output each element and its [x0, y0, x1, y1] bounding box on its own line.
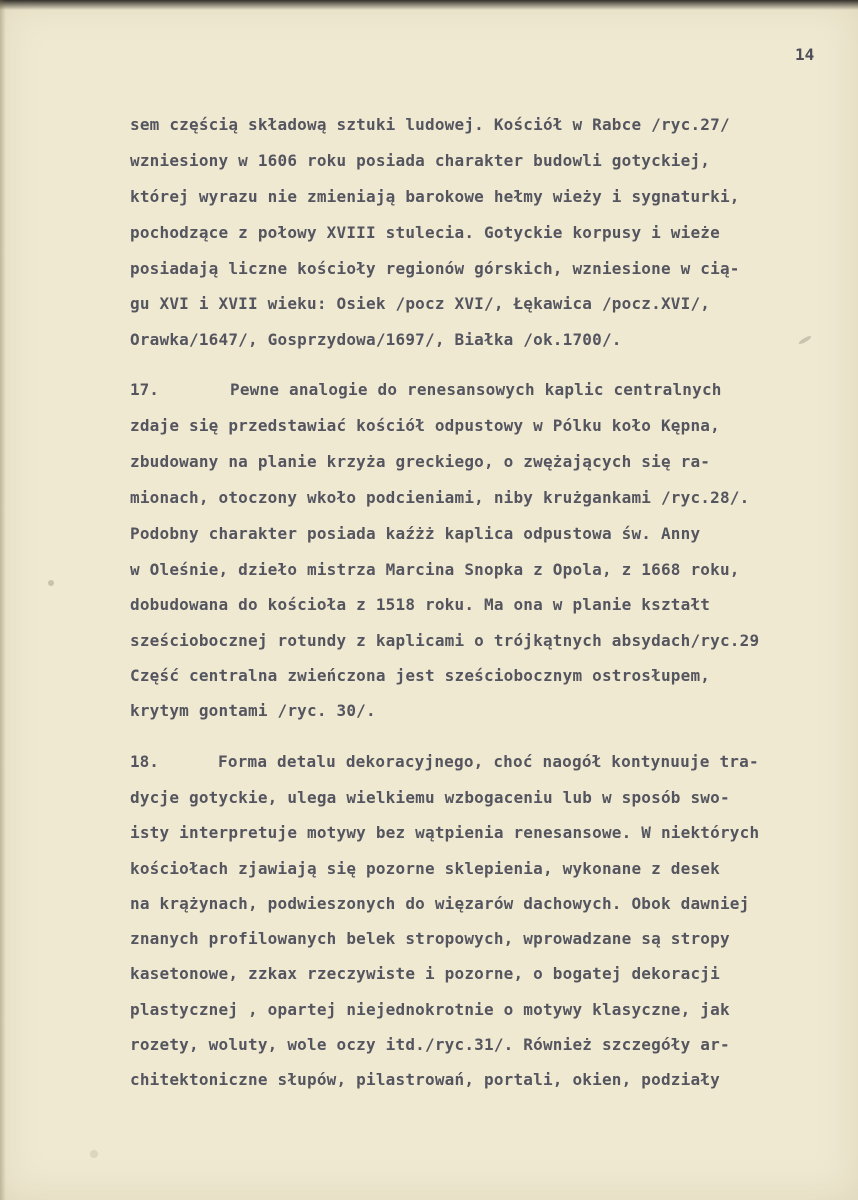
text-line: sześciobocznej rotundy z kaplicami o trójkątnych absydach/ryc.29 [130, 631, 760, 650]
text-line: kasetonowe, zzkax rzeczywiste i pozorne, o bogatej dekoracji [130, 964, 720, 983]
text-line: Pewne analogie do renesansowych kaplic centralnych [230, 380, 722, 399]
ink-smudge [90, 1150, 98, 1158]
text-line: znanych profilowanych belek stropowych, wprowadzane są stropy [130, 929, 730, 948]
text-line: zbudowany na planie krzyża greckiego, o zwężających się ra- [130, 452, 711, 471]
text-line: Część centralna zwieńczona jest sześciobocznym ostrosłupem, [130, 666, 711, 685]
text-line: Forma detalu dekoracyjnego, choć naogół kontynuuje tra- [218, 752, 759, 771]
paragraph-number: 18. [130, 752, 159, 771]
page-number: 14 [795, 45, 815, 64]
text-line: której wyrazu nie zmieniają barokowe hełmy wieży i sygnaturki, [130, 187, 740, 206]
text-line: wzniesiony w 1606 roku posiada charakter budowli gotyckiej, [130, 151, 711, 170]
scan-left-edge [0, 0, 6, 1200]
text-line: zdaje się przedstawiać kościół odpustowy w Pólku koło Kępna, [130, 416, 720, 435]
text-line: sem częścią składową sztuki ludowej. Kościół w Rabce /ryc.27/ [130, 115, 730, 134]
text-line: dobudowana do kościoła z 1518 roku. Ma ona w planie kształt [130, 595, 711, 614]
text-line: plastycznej , opartej niejednokrotnie o motywy klasyczne, jak [130, 1000, 730, 1019]
text-line: posiadają liczne kościoły regionów górskich, wzniesione w cią- [130, 259, 740, 278]
paragraph-number: 17. [130, 380, 159, 399]
text-line: na krążynach, podwieszonych do więzarów dachowych. Obok dawniej [130, 894, 750, 913]
ink-smudge [798, 335, 812, 345]
text-line: rozety, woluty, wole oczy itd./ryc.31/. Również szczegóły ar- [130, 1035, 730, 1054]
ink-smudge [48, 580, 54, 586]
text-line: mionach, otoczony wkoło podcieniami, niby krużgankami /ryc.28/. [130, 488, 750, 507]
text-line: chitektoniczne słupów, pilastrowań, portali, okien, podziały [130, 1070, 720, 1089]
scan-top-edge [0, 0, 858, 10]
text-line: Podobny charakter posiada kaźżż kaplica odpustowa św. Anny [130, 524, 701, 543]
text-line: Orawka/1647/, Gosprzydowa/1697/, Białka /ok.1700/. [130, 330, 622, 349]
text-line: kościołach zjawiają się pozorne sklepienia, wykonane z desek [130, 859, 720, 878]
text-line: krytym gontami /ryc. 30/. [130, 701, 376, 720]
text-line: w Oleśnie, dzieło mistrza Marcina Snopka z Opola, z 1668 roku, [130, 560, 740, 579]
text-line: isty interpretuje motywy bez wątpienia renesansowe. W niektórych [130, 823, 760, 842]
text-line: gu XVI i XVII wieku: Osiek /pocz XVI/, Łękawica /pocz.XVI/, [130, 294, 711, 313]
text-line: dycje gotyckie, ulega wielkiemu wzbogaceniu lub w sposób swo- [130, 788, 730, 807]
text-line: pochodzące z połowy XVIII stulecia. Gotyckie korpusy i wieże [130, 223, 720, 242]
